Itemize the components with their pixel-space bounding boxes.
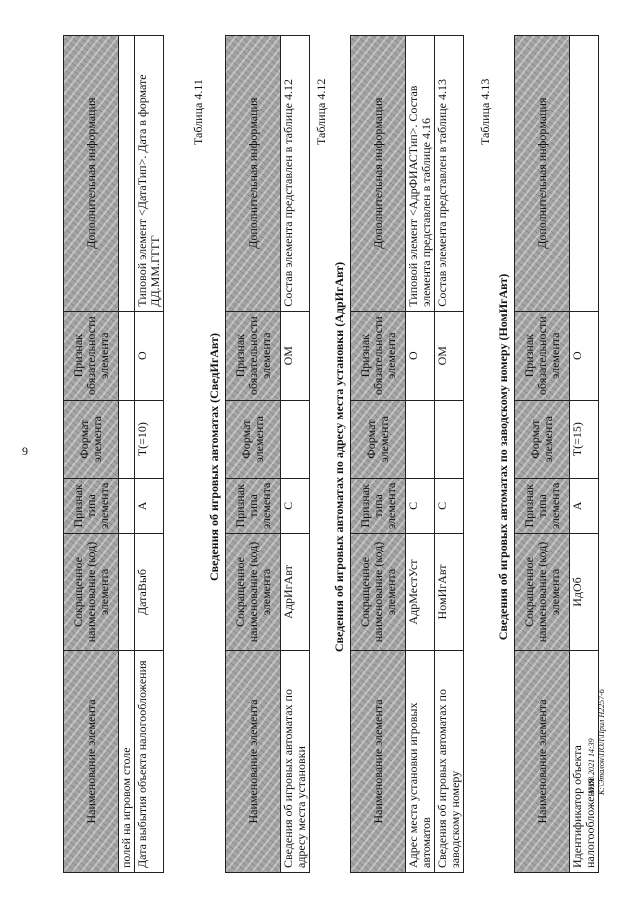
cell-format: Т(=10): [135, 400, 164, 478]
cell-type: А: [135, 478, 164, 533]
col-header-info: Дополнительная информация: [226, 35, 281, 311]
table-row: [281, 35, 310, 872]
table-4-11: [225, 35, 310, 873]
cell-required: О: [570, 311, 599, 400]
cell-name: Адрес места установки игровых автоматов: [406, 651, 435, 873]
col-header-name: Наименование элемента: [226, 651, 281, 873]
col-header-format: Формат элемента: [351, 400, 406, 478]
cell-code: НомИгАвт: [435, 534, 464, 651]
table-continuation-block: [63, 35, 164, 873]
table-header-row: [64, 35, 119, 872]
cell-info: Состав элемента представлен в таблице 4.13: [435, 35, 464, 311]
col-header-format: Формат элемента: [515, 400, 570, 478]
cell-required: [119, 311, 135, 400]
cell-format: Т(=15): [570, 400, 599, 478]
table-4-13-label: Таблица 4.13: [478, 78, 492, 145]
col-header-code: Сокращенное наименование (код) элемента: [351, 534, 406, 651]
col-header-format: Формат элемента: [226, 400, 281, 478]
table-row: [435, 35, 464, 872]
table-header-row: [515, 35, 570, 872]
col-header-format: Формат элемента: [64, 400, 119, 478]
col-header-type: Признак типа элемента: [515, 478, 570, 533]
table-row: [135, 35, 164, 872]
cell-code: АдрИгАвт: [281, 534, 310, 651]
footer-stamp: [587, 689, 607, 795]
cell-name: Сведения об игровых автоматах по адресу места установки: [281, 651, 310, 873]
cell-info: Типовой элемент <АдрФИАСТип>. Состав элемента представлен в таблице 4.16: [406, 35, 435, 311]
col-header-info: Дополнительная информация: [351, 35, 406, 311]
cell-name: Дата выбытия объекта налогообложения: [135, 651, 164, 873]
col-header-name: Наименование элемента: [64, 651, 119, 873]
cell-info: [570, 35, 599, 311]
table-continuation: [63, 35, 164, 873]
cell-name: Сведения об игровых автоматах по заводскому номеру: [435, 651, 464, 873]
cell-code: ИдОб: [570, 534, 599, 651]
table-4-12: [350, 35, 464, 873]
table-4-12-heading: Сведения об игровых автоматах по адресу места установки (АдрИгАвт): [332, 261, 346, 653]
col-header-type: Признак типа элемента: [351, 478, 406, 533]
cell-format: [119, 400, 135, 478]
col-header-required: Признак обязательности элемента: [226, 311, 281, 400]
cell-info: Состав элемента представлен в таблице 4.12: [281, 35, 310, 311]
table-header-row: [351, 35, 406, 872]
col-header-info: Дополнительная информация: [515, 35, 570, 311]
table-row: [119, 35, 135, 872]
cell-name: Идентификатор объекта налогообложения: [570, 651, 599, 873]
page-number: 9: [22, 444, 28, 458]
col-header-name: Наименование элемента: [351, 651, 406, 873]
cell-type: С: [281, 478, 310, 533]
col-header-type: Признак типа элемента: [226, 478, 281, 533]
cell-format: [406, 400, 435, 478]
col-header-name: Наименование элемента: [515, 651, 570, 873]
col-header-type: Признак типа элемента: [64, 478, 119, 533]
col-header-required: Признак обязательности элемента: [64, 311, 119, 400]
cell-type: С: [406, 478, 435, 533]
cell-type: [119, 478, 135, 533]
col-header-required: Признак обязательности элемента: [515, 311, 570, 400]
cell-code: [119, 534, 135, 651]
cell-name: полей на игровом столе: [119, 651, 135, 873]
table-row: [406, 35, 435, 872]
cell-info: Типовой элемент <ДатаТип>. Дата в формате ДД.ММ.ГГГГ: [135, 35, 164, 311]
col-header-info: Дополнительная информация: [64, 35, 119, 311]
table-4-11-block: [225, 35, 310, 873]
cell-format: [281, 400, 310, 478]
footer-date: 10.08.2021 14:39: [587, 738, 596, 795]
table-header-row: [226, 35, 281, 872]
col-header-code: Сокращенное наименование (код) элемента: [226, 534, 281, 651]
cell-type: С: [435, 478, 464, 533]
cell-required: ОМ: [281, 311, 310, 400]
table-4-12-block: [350, 35, 464, 873]
cell-required: О: [406, 311, 435, 400]
cell-code: АдрМестУст: [406, 534, 435, 651]
cell-info: [119, 35, 135, 311]
table-4-11-label: Таблица 4.11: [191, 79, 205, 145]
footer-path: К:\Эталон\ПОЛ\Прил Н2257-6: [597, 689, 606, 795]
table-4-12-label: Таблица 4.12: [314, 78, 328, 145]
cell-format: [435, 400, 464, 478]
table-4-13-heading: Сведения об игровых автоматах по заводскому номеру (НомИгАвт): [496, 273, 510, 641]
col-header-code: Сокращенное наименование (код) элемента: [64, 534, 119, 651]
table-4-11-heading: Сведения об игровых автоматах (СведИгАвт): [207, 332, 221, 582]
cell-required: О: [135, 311, 164, 400]
cell-type: А: [570, 478, 599, 533]
cell-code: ДатаВыб: [135, 534, 164, 651]
col-header-code: Сокращенное наименование (код) элемента: [515, 534, 570, 651]
col-header-required: Признак обязательности элемента: [351, 311, 406, 400]
cell-required: ОМ: [435, 311, 464, 400]
